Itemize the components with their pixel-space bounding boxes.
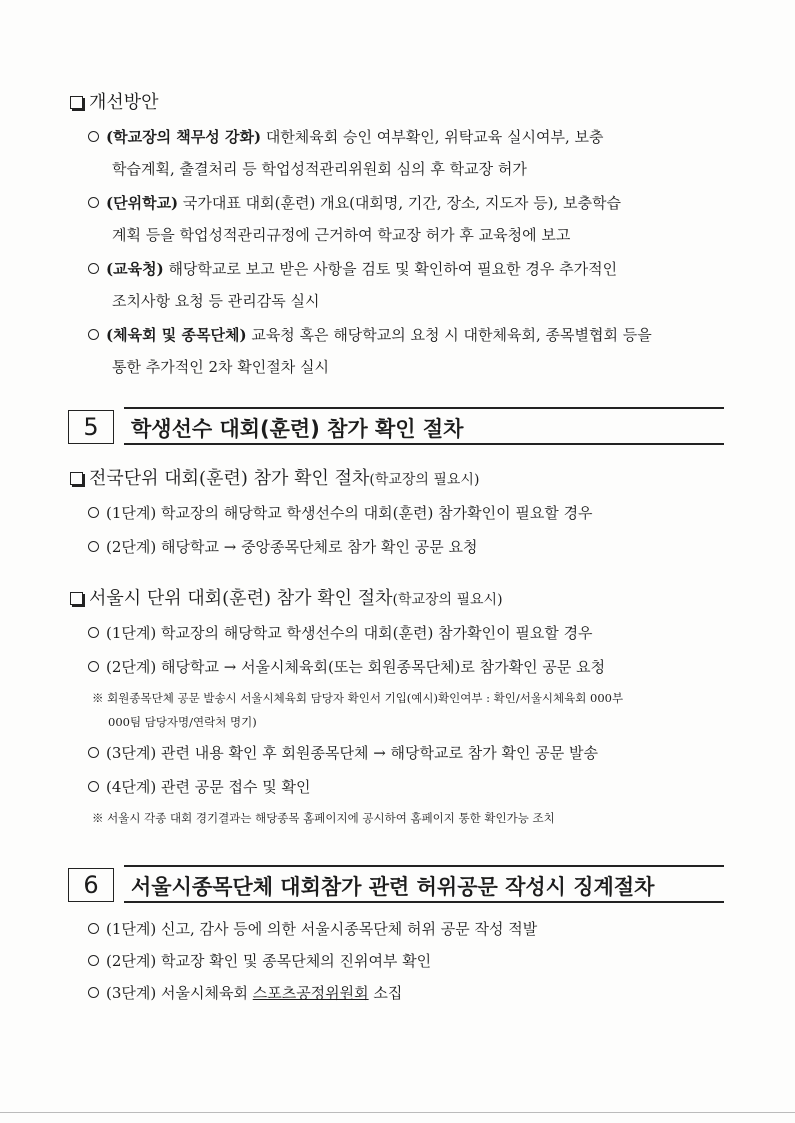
circle-bullet-icon — [88, 955, 99, 966]
checkbox-square-icon — [70, 96, 83, 109]
section-rule-top — [124, 407, 724, 409]
circle-bullet-icon — [88, 747, 99, 758]
section-number: 6 — [68, 868, 114, 902]
step-item: (1단계) 학교장의 해당학교 학생선수의 대회(훈련) 참가확인이 필요할 경우 — [88, 502, 593, 523]
checkbox-square-icon — [70, 592, 83, 605]
section-rule-bottom — [124, 443, 724, 445]
section-title: 서울시종목단체 대회참가 관련 허위공문 작성시 징계절차 — [131, 875, 655, 899]
circle-bullet-icon — [88, 507, 99, 518]
improvement-heading: 개선방안 — [70, 88, 159, 114]
circle-bullet-icon — [88, 541, 99, 552]
circle-bullet-icon — [88, 627, 99, 638]
circle-bullet-icon — [88, 923, 99, 934]
list-item-continuation: 통한 추가적인 2차 확인절차 실시 — [112, 358, 329, 376]
page-bottom-edge — [0, 1112, 795, 1113]
section-rule-top — [124, 865, 724, 867]
circle-bullet-icon — [88, 263, 99, 274]
step-item: (1단계) 신고, 감사 등에 의한 서울시종목단체 허위 공문 작성 적발 — [88, 918, 537, 939]
step-item: (1단계) 학교장의 해당학교 학생선수의 대회(훈련) 참가확인이 필요할 경우 — [88, 622, 593, 643]
section-number: 5 — [68, 410, 114, 444]
seoul-heading: 서울시 단위 대회(훈련) 참가 확인 절차(학교장의 필요시) — [70, 584, 503, 610]
circle-bullet-icon — [88, 781, 99, 792]
list-item-continuation: 학습계획, 출결처리 등 학업성적관리위원회 심의 후 학교장 허가 — [112, 160, 527, 178]
national-heading: 전국단위 대회(훈련) 참가 확인 절차(학교장의 필요시) — [70, 464, 479, 490]
step-item: (2단계) 해당학교 → 서울시체육회(또는 회원종목단체)로 참가확인 공문 요청 — [88, 656, 605, 677]
list-item: (체육회 및 종목단체) 교육청 혹은 해당학교의 요청 시 대한체육회, 종목별협회 등을 — [88, 324, 652, 345]
note-text: ※ 회원종목단체 공문 발송시 서울시체육회 담당자 확인서 기입(예시)확인여부 : 확인/서울시체육회 000부 — [92, 691, 624, 705]
step-item: (3단계) 서울시체육회 스포츠공정위원회 소집 — [88, 982, 402, 1003]
circle-bullet-icon — [88, 197, 99, 208]
list-item: (학교장의 책무성 강화) 대한체육회 승인 여부확인, 위탁교육 실시여부, 보충 — [88, 126, 604, 147]
circle-bullet-icon — [88, 987, 99, 998]
checkbox-square-icon — [70, 472, 83, 485]
list-item: (단위학교) 국가대표 대회(훈련) 개요(대회명, 기간, 장소, 지도자 등), 보충학습 — [88, 192, 621, 213]
step-item: (2단계) 해당학교 → 중앙종목단체로 참가 확인 공문 요청 — [88, 536, 478, 557]
note-text-continuation: 000팀 담당자명/연락처 명기) — [108, 715, 257, 729]
list-item: (교육청) 해당학교로 보고 받은 사항을 검토 및 확인하여 필요한 경우 추가적인 — [88, 258, 617, 279]
section-rule-bottom — [124, 901, 724, 903]
step-item: (3단계) 관련 내용 확인 후 회원종목단체 → 해당학교로 참가 확인 공문 발송 — [88, 742, 598, 763]
circle-bullet-icon — [88, 329, 99, 340]
section-title: 학생선수 대회(훈련) 참가 확인 절차 — [131, 417, 464, 441]
list-item-continuation: 조치사항 요청 등 관리감독 실시 — [112, 292, 320, 310]
list-item-continuation: 계획 등을 학업성적관리규정에 근거하여 학교장 허가 후 교육청에 보고 — [112, 226, 571, 244]
footnote-text: ※ 서울시 각종 대회 경기결과는 해당종목 홈페이지에 공시하여 홈페이지 통한 확인가능 조치 — [92, 811, 555, 825]
step-item: (2단계) 학교장 확인 및 종목단체의 진위여부 확인 — [88, 950, 431, 971]
circle-bullet-icon — [88, 131, 99, 142]
circle-bullet-icon — [88, 661, 99, 672]
step-item: (4단계) 관련 공문 접수 및 확인 — [88, 776, 311, 797]
